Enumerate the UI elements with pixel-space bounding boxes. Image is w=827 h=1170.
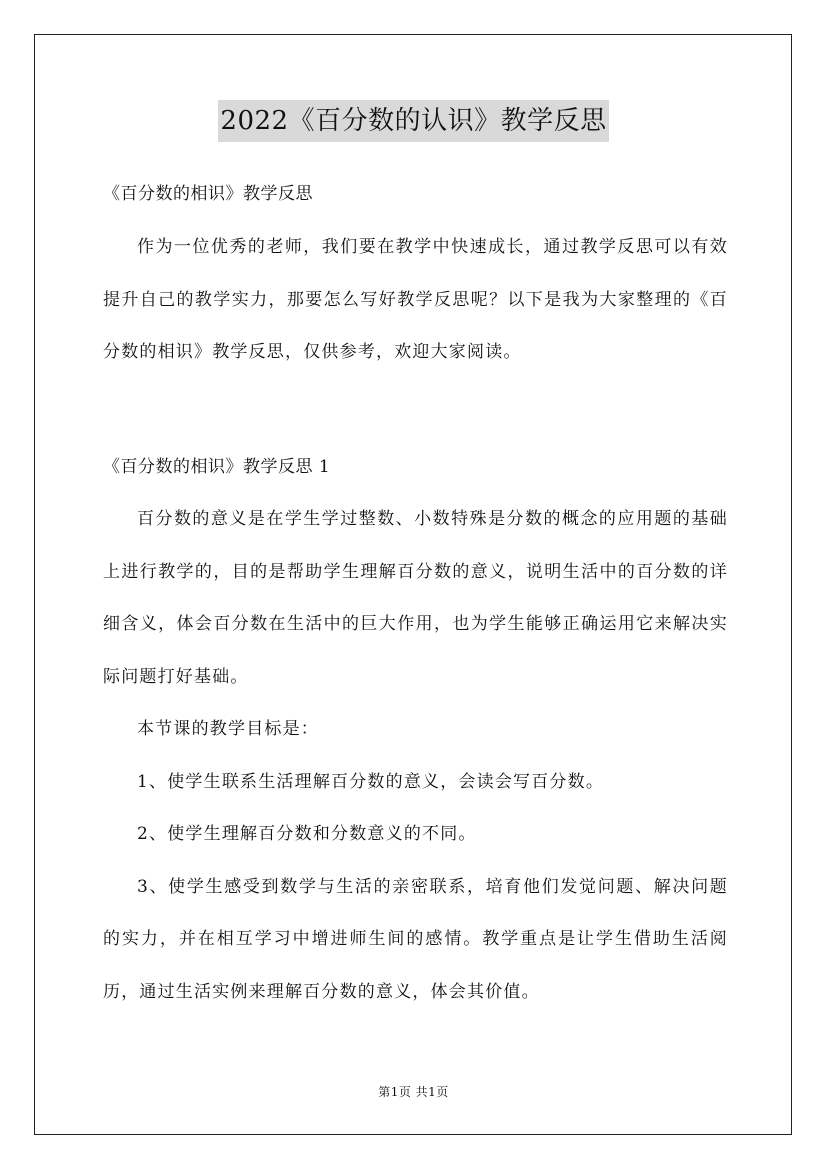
body-paragraph-2: 本节课的教学目标是： [137, 719, 319, 739]
body-paragraph-1: 百分数的意义是在学生学过整数、小数特殊是分数的概念的应用题的基础上进行教学的，目的是帮助学生理解百分数的意义，说明生活中的百分数的详细含义，体会百分数在生活中的巨大作用，也为学生能够正确运用它来解决实际问题打好基础。 [103, 509, 728, 687]
body-block [103, 493, 728, 1018]
title-container [0, 100, 827, 142]
section-heading-intro: 《百分数的相识》教学反思 [103, 184, 313, 204]
intro-block [103, 221, 728, 379]
section-heading-1: 《百分数的相识》教学反思 1 [103, 457, 331, 477]
intro-paragraph: 作为一位优秀的老师，我们要在教学中快速成长，通过教学反思可以有效提升自己的教学实力，那要怎么写好教学反思呢？以下是我为大家整理的《百分数的相识》教学反思，仅供参考，欢迎大家阅读。 [103, 237, 728, 362]
goal-item-3: 3、使学生感受到数学与生活的亲密联系，培育他们发觉问题、解决问题的实力，并在相互学习中增进师生间的感情。教学重点是让学生借助生活阅历，通过生活实例来理解百分数的意义，体会其价值。 [103, 876, 728, 1002]
goal-item-2: 2、使学生理解百分数和分数意义的不同。 [137, 824, 477, 844]
page-footer: 第1页 共1页 [378, 1085, 449, 1099]
goal-item-1: 1、使学生联系生活理解百分数的意义，会读会写百分数。 [137, 771, 605, 792]
document-title: 2022《百分数的认识》教学反思 [218, 100, 608, 142]
